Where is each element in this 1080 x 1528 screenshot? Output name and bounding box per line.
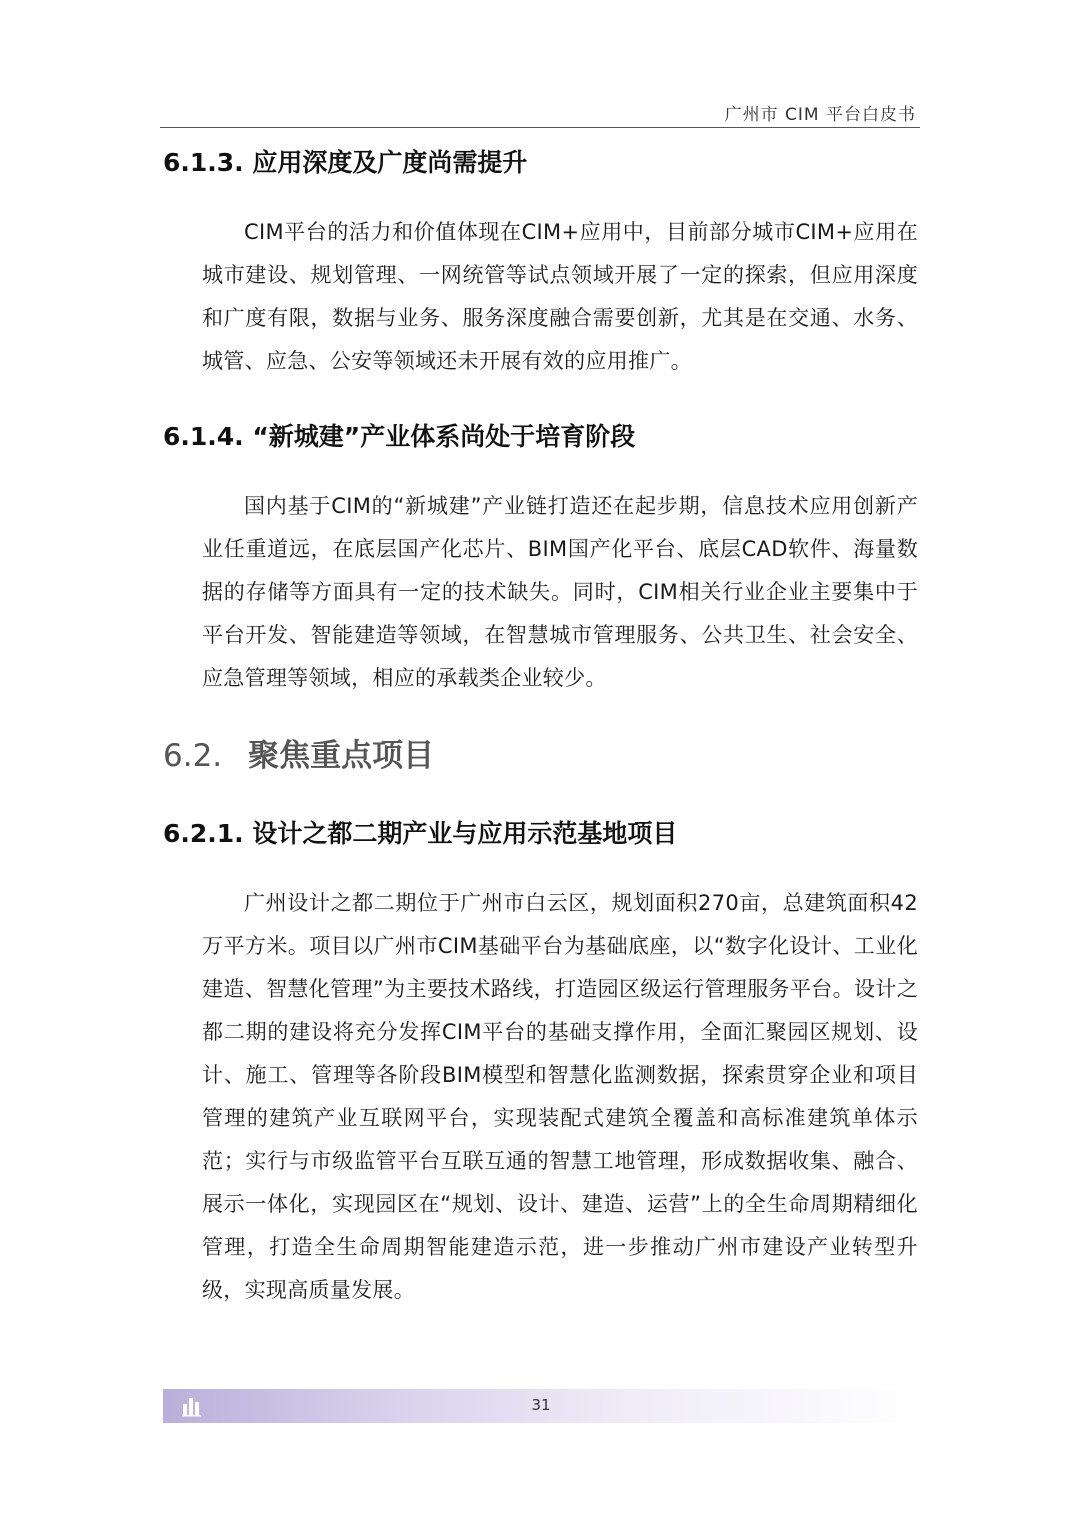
paragraph-6-2-1: 广州设计之都二期位于广州市白云区，规划面积270亩，总建筑面积42万平方米。项目以广州市CIM基础平台为基础底座，以“数字化设计、工业化建造、智慧化管理”为主要技术路线，打造园区级运行管理服务平台。设计之都二期的建设将充分发挥CIM平台的基础支撑作用，全面汇聚园区规划、设计、施工、管理等各阶段BIM模型和智慧化监测数据，探索贯穿企业和项目管理的建筑产业互联网平台，实现装配式建筑全覆盖和高标准建筑单体示范；实行与市级监管平台互联互通的智慧工地管理，形成数据收集、融合、展示一体化，实现园区在“规划、设计、建造、运营”上的全生命周期精细化管理，打造全生命周期智能建造示范，进一步推动广州市建设产业转型升级，实现高质量发展。 bbox=[202, 891, 918, 1302]
page-number: 31 bbox=[531, 1396, 551, 1414]
heading-6-2-1: 6.2.1. 设计之都二期产业与应用示范基地项目 bbox=[163, 819, 678, 848]
footer-band bbox=[163, 1389, 919, 1423]
section-title: 聚焦重点项目 bbox=[248, 738, 435, 774]
running-header: 广州市 CIM 平台白皮书 bbox=[724, 105, 916, 125]
section-number: 6.2. bbox=[163, 738, 223, 774]
heading-6-1-4: 6.1.4. “新城建”产业体系尚处于培育阶段 bbox=[163, 422, 636, 451]
header-divider bbox=[160, 127, 920, 128]
paragraph-6-1-4: 国内基于CIM的“新城建”产业链打造还在起步期，信息技术应用创新产业任重道远，在底层国产化芯片、BIM国产化平台、底层CAD软件、海量数据的存储等方面具有一定的技术缺失。同时，CIM相关行业企业主要集中于平台开发、智能建造等领域，在智慧城市管理服务、公共卫生、社会安全、应急管理等领域，相应的承载类企业较少。 bbox=[202, 494, 918, 690]
heading-6-1-3: 6.1.3. 应用深度及广度尚需提升 bbox=[163, 148, 528, 177]
heading-6-2 bbox=[163, 730, 434, 775]
paragraph-6-1-3: CIM平台的活力和价值体现在CIM+应用中，目前部分城市CIM+应用在城市建设、规划管理、一网统管等试点领域开展了一定的探索，但应用深度和广度有限，数据与业务、服务深度融合需要创新，尤其是在交通、水务、城管、应急、公安等领域还未开展有效的应用推广。 bbox=[202, 220, 918, 373]
